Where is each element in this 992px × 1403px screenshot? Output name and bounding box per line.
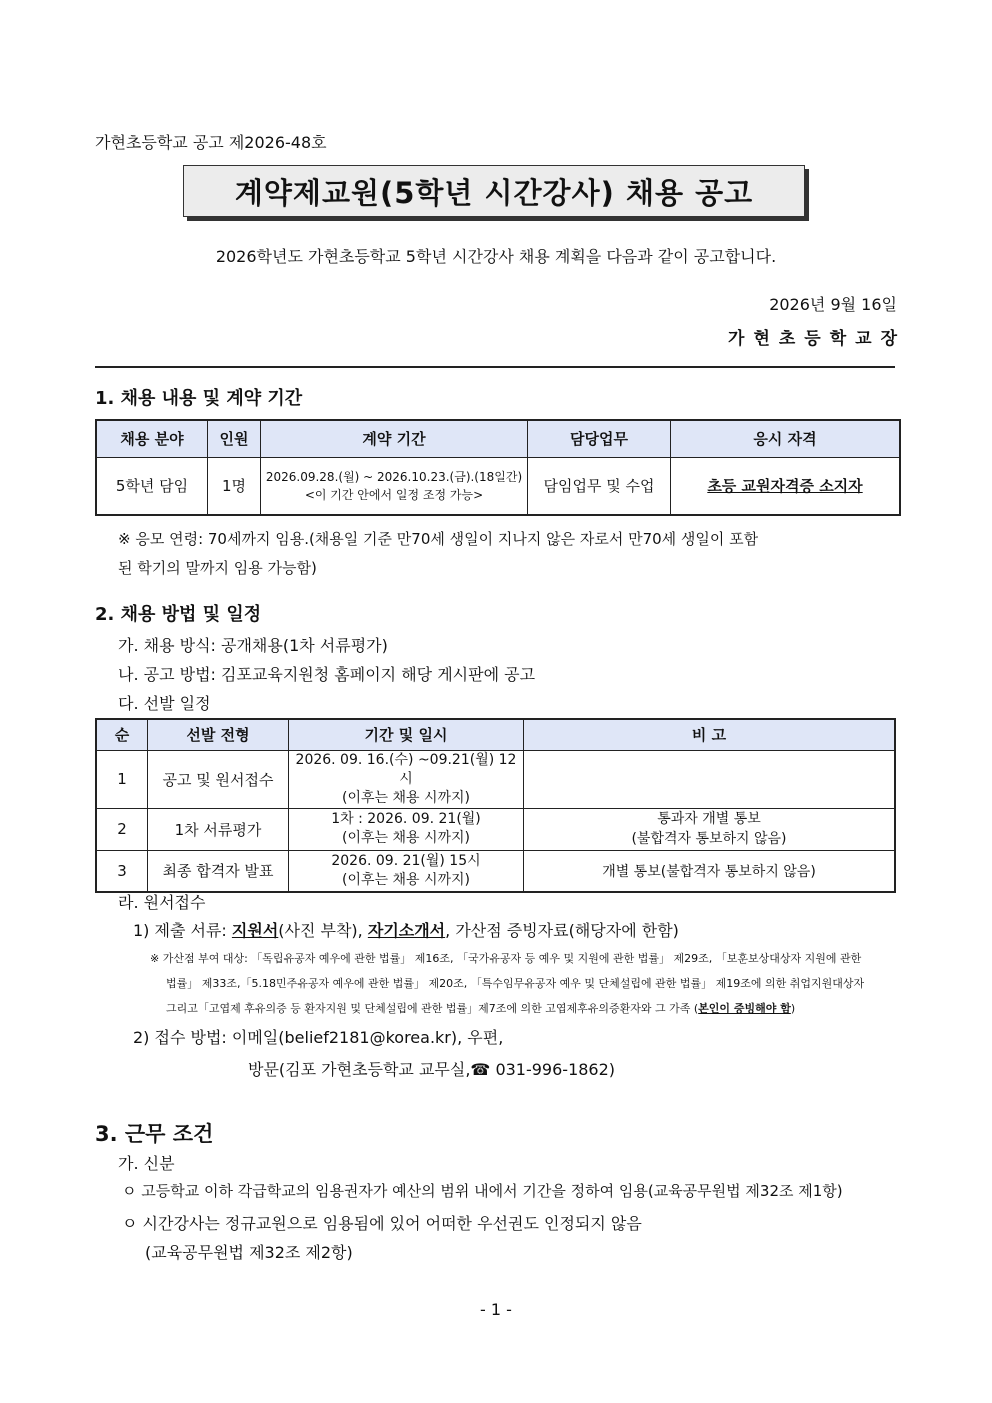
section2-heading: 2. 채용 방법 및 일정 [95, 604, 262, 625]
col-header-period: 계약 기간 [261, 420, 528, 457]
datetime-line2: (이후는 채용 시까지) [341, 830, 471, 846]
datetime-line1: 1차 : 2026. 09. 21(월) [331, 811, 481, 827]
documents-line [133, 918, 679, 941]
bonus-note-text: 그리고「고엽제 후유의증 등 환자지원 및 단체설립에 관한 법률」제7조에 의한 고엽제후유의증환자와 그 가족 ( [166, 1002, 699, 1015]
table-row [96, 457, 900, 515]
recruitment-table [95, 419, 901, 516]
datetime-line2: (이후는 채용 시까지) [341, 871, 471, 888]
cell-datetime [289, 750, 524, 808]
qualification-text: 초등 교원자격증 소지자 [707, 477, 863, 496]
cell-stage: 1차 서류평가 [148, 808, 289, 850]
bullet-appointment: ㅇ 고등학교 이하 각급학교의 임용권자가 예산의 범위 내에서 기간을 정하여 임용(교육공무원법 제32조 제1항) [122, 1182, 843, 1200]
page-number: - 1 - [480, 1300, 512, 1319]
datetime-line2: (이후는 채용 시까지) [341, 789, 471, 806]
intro-text: 2026학년도 가현초등학교 5학년 시간강사 채용 계획을 다음과 같이 공고합니다. [215, 247, 777, 266]
col-header-count: 인원 [208, 420, 261, 457]
table-row [96, 808, 895, 850]
period-line2: <이 기간 안에서 일정 조정 가능> [304, 487, 484, 502]
section3-heading: 3. 근무 조건 [95, 1122, 214, 1146]
cell-field: 5학년 담임 [96, 457, 208, 515]
bullet-priority: ㅇ 시간강사는 정규교원으로 임용됨에 있어 어떠한 우선권도 인정되지 않음 [122, 1214, 642, 1233]
cell-count: 1명 [208, 457, 261, 515]
cell-datetime [289, 850, 524, 892]
item-method: 가. 채용 방식: 공개채용(1차 서류평가) [118, 636, 388, 655]
datetime-line1: 2026. 09. 21(월) 15시 [331, 852, 481, 869]
col-header-field: 채용 분야 [96, 420, 208, 457]
cell-duty: 담임업무 및 수업 [528, 457, 671, 515]
item-status: 가. 신분 [118, 1154, 175, 1173]
col-header-qualification: 응시 자격 [671, 420, 901, 457]
cell-stage: 공고 및 원서접수 [148, 750, 289, 808]
age-note-line1: ※ 응모 연령: 70세까지 임용.(채용일 기준 만70세 생일이 지나지 않은 자로서 만70세 생일이 포함 [118, 530, 759, 548]
section1-heading: 1. 채용 내용 및 계약 기간 [95, 388, 303, 409]
cell-remark [524, 808, 896, 850]
bullet-priority-cont: (교육공무원법 제32조 제2항) [145, 1243, 353, 1262]
signer: 가현초등학교장 [728, 329, 906, 349]
bonus-note-line1: ※ 가산점 부여 대상: 「독립유공자 예우에 관한 법률」 제16조, 「국가유공자 등 예우 및 지원에 관한 법률」 제29조, 「보훈보상대상자 지원에 관한 [150, 952, 862, 965]
notice-number: 가현초등학교 공고 제2026-48호 [95, 133, 327, 152]
doc-self-introduction: 자기소개서 [367, 921, 446, 940]
cell-stage: 최종 합격자 발표 [148, 850, 289, 892]
bonus-note-emphasis: 본인이 증빙해야 함 [698, 1002, 791, 1015]
col-header-stage: 선발 전형 [148, 719, 289, 750]
doc1-suffix: (사진 부착), [278, 921, 368, 940]
cell-qualification [671, 457, 901, 515]
cell-no: 1 [96, 750, 148, 808]
cell-no: 2 [96, 808, 148, 850]
doc-application-form: 지원서 [231, 921, 279, 940]
table-row [96, 850, 895, 892]
bonus-note-line2: 법률」 제33조,「5.18민주유공자 예우에 관한 법률」 제20조, 「특수임무유공자 예우 및 단체설립에 관한 법률」 제19조에 의한 취업지원대상자 [166, 977, 865, 990]
item-announcement: 나. 공고 방법: 김포교육지원청 홈페이지 해당 게시판에 공고 [118, 665, 536, 684]
page-title [183, 165, 805, 217]
remark-line2: (불합격자 통보하지 않음) [631, 831, 787, 847]
method-line2: 방문(김포 가현초등학교 교무실,☎ 031-996-1862) [248, 1060, 616, 1079]
cell-no: 3 [96, 850, 148, 892]
method-line1: 2) 접수 방법: 이메일(belief2181@korea.kr), 우편, [133, 1028, 504, 1047]
period-line1: 2026.09.28.(월) ~ 2026.10.23.(금).(18일간) [265, 469, 523, 484]
doc2-suffix: , 가산점 증빙자료(해당자에 한함) [445, 921, 679, 940]
documents-prefix: 1) 제출 서류: [133, 921, 232, 940]
col-header-datetime: 기간 및 일시 [289, 719, 524, 750]
col-header-duty: 담당업무 [528, 420, 671, 457]
item-schedule: 다. 선발 일정 [118, 694, 211, 713]
cell-remark: 개별 통보(불합격자 통보하지 않음) [524, 850, 896, 892]
item-application: 라. 원서접수 [118, 893, 206, 912]
notice-date: 2026년 9월 16일 [769, 295, 897, 314]
cell-datetime [289, 808, 524, 850]
page-title-text: 계약제교원(5학년 시간강사) 채용 공고 [234, 175, 754, 210]
col-header-no: 순 [96, 719, 148, 750]
table-row [96, 750, 895, 808]
cell-remark [524, 750, 896, 808]
age-note-line2: 된 학기의 말까지 임용 가능함) [118, 559, 317, 577]
bonus-note-line3 [166, 997, 795, 1021]
col-header-remark: 비 고 [524, 719, 896, 750]
datetime-line1: 2026. 09. 16.(수) ~09.21(월) 12시 [295, 751, 517, 787]
remark-line1: 통과자 개별 통보 [657, 811, 761, 827]
bonus-note-end: ) [790, 1002, 796, 1015]
schedule-table [95, 718, 896, 893]
cell-period [261, 457, 528, 515]
divider [95, 366, 895, 368]
